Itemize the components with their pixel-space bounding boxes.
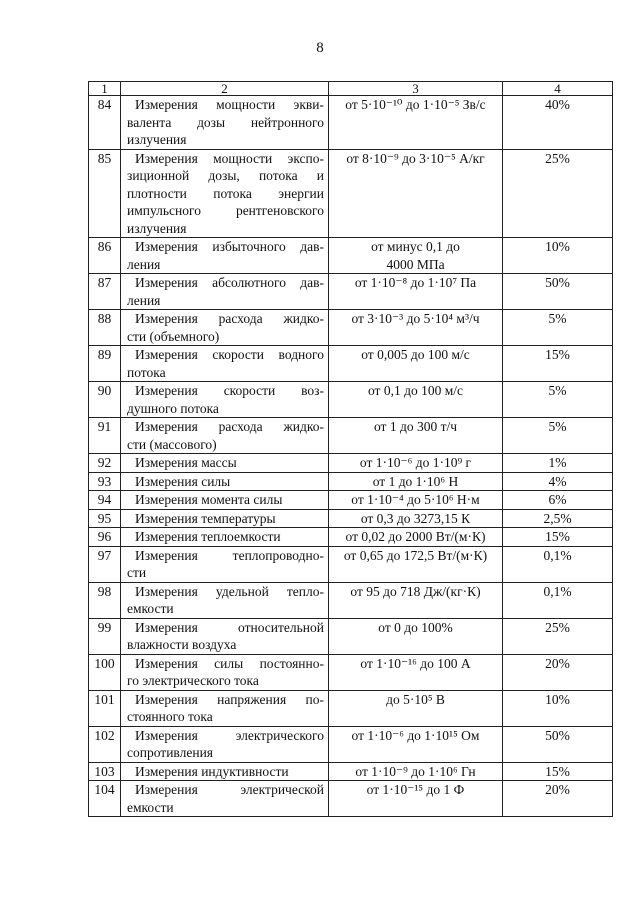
description-line: Измерения расхода жидко- <box>135 419 324 434</box>
table-row <box>89 472 613 491</box>
row-number: 84 <box>89 96 121 150</box>
table-row <box>89 618 613 654</box>
range-line: от 5·10⁻¹⁰ до 1·10⁻⁵ Зв/с <box>345 97 486 112</box>
description-line: Измерения температуры <box>135 510 276 526</box>
range-line: от 1·10⁻⁹ до 1·10⁶ Гн <box>355 763 476 779</box>
error-value: 6% <box>503 491 613 510</box>
description-line: излучения <box>127 132 187 147</box>
description-line: Измерения скорости водного <box>135 347 324 362</box>
description-line: Измерения мощности экспо- <box>135 150 324 166</box>
range-line: от 0,02 до 2000 Вт/(м·К) <box>345 529 486 544</box>
description-line: Измерения электрической <box>135 782 324 797</box>
error-value: 10% <box>503 238 613 274</box>
description-line: Измерения массы <box>135 455 237 470</box>
error-value: 4% <box>503 472 613 491</box>
table-row <box>89 149 613 238</box>
measurement-range <box>329 382 503 418</box>
error-value: 10% <box>503 690 613 726</box>
range-line: от 8·10⁻⁹ до 3·10⁻⁵ А/кг <box>346 150 485 166</box>
description-line: сопротивления <box>127 745 213 760</box>
table-row <box>89 382 613 418</box>
error-value: 0,1% <box>503 582 613 618</box>
measurement-range <box>329 781 503 817</box>
error-value: 50% <box>503 726 613 762</box>
measurement-description <box>121 781 329 817</box>
description-line: Измерения теплоемкости <box>135 529 281 544</box>
measurement-range <box>329 509 503 528</box>
table-row <box>89 726 613 762</box>
measurement-range <box>329 726 503 762</box>
table-row <box>89 346 613 382</box>
measurement-range <box>329 310 503 346</box>
description-line: излучения <box>127 220 187 236</box>
measurement-description <box>121 528 329 547</box>
measurement-range <box>329 546 503 582</box>
description-line: импульсного рентгеновского <box>127 203 324 218</box>
row-number: 103 <box>89 762 121 781</box>
row-number: 96 <box>89 528 121 547</box>
description-line: Измерения относительной <box>135 619 324 635</box>
table-row <box>89 491 613 510</box>
measurement-description <box>121 472 329 491</box>
row-number: 101 <box>89 690 121 726</box>
row-number: 100 <box>89 654 121 690</box>
measurement-range <box>329 528 503 547</box>
table-row <box>89 546 613 582</box>
column-header-2: 2 <box>121 82 329 96</box>
description-line: Измерения избыточного дав- <box>135 239 324 254</box>
description-line: ления <box>127 256 161 272</box>
range-line: от 1·10⁻⁸ до 1·10⁷ Па <box>354 275 477 290</box>
measurement-description <box>121 418 329 454</box>
measurement-description <box>121 762 329 781</box>
description-line: ления <box>127 292 161 308</box>
measurement-range <box>329 418 503 454</box>
range-line: от 0,1 до 100 м/с <box>367 383 463 398</box>
measurement-description <box>121 96 329 150</box>
column-header-3: 3 <box>329 82 503 96</box>
range-line: от минус 0,1 до <box>371 239 460 254</box>
table-row <box>89 582 613 618</box>
range-line: от 1·10⁻⁶ до 1·10⁹ г <box>359 455 472 470</box>
range-line: от 95 до 718 Дж/(кг·К) <box>350 583 481 599</box>
measurement-range <box>329 582 503 618</box>
range-line: от 1·10⁻⁴ до 5·10⁶ Н·м <box>351 492 480 507</box>
table-row <box>89 310 613 346</box>
description-line: Измерения расхода жидко- <box>135 311 324 326</box>
row-number: 92 <box>89 454 121 473</box>
row-number: 98 <box>89 582 121 618</box>
measurement-range <box>329 491 503 510</box>
table-body <box>89 96 613 817</box>
measurement-range <box>329 238 503 274</box>
description-line: Измерения момента силы <box>135 492 283 507</box>
measurement-range <box>329 690 503 726</box>
row-number: 89 <box>89 346 121 382</box>
table-row <box>89 781 613 817</box>
error-value: 5% <box>503 418 613 454</box>
measurement-description <box>121 654 329 690</box>
measurements-table <box>88 81 613 817</box>
description-line: влажности воздуха <box>127 637 237 652</box>
table-row <box>89 418 613 454</box>
row-number: 95 <box>89 509 121 528</box>
row-number: 93 <box>89 472 121 491</box>
description-line: Измерения силы <box>135 473 231 489</box>
measurement-range <box>329 454 503 473</box>
description-line: Измерения напряжения по- <box>135 691 324 707</box>
description-line: Измерения теплопроводно- <box>135 547 324 563</box>
error-value: 15% <box>503 528 613 547</box>
error-value: 15% <box>503 762 613 781</box>
error-value: 50% <box>503 274 613 310</box>
row-number: 99 <box>89 618 121 654</box>
description-line: стоянного тока <box>127 709 213 724</box>
measurement-description <box>121 546 329 582</box>
table-row <box>89 96 613 150</box>
range-line: до 5·10⁵ В <box>386 691 445 707</box>
error-value: 15% <box>503 346 613 382</box>
table-row <box>89 762 613 781</box>
description-line: Измерения абсолютного дав- <box>135 275 324 290</box>
column-header-4: 4 <box>503 82 613 96</box>
range-line: от 1 до 1·10⁶ Н <box>372 473 459 489</box>
description-line: Измерения удельной тепло- <box>135 583 324 599</box>
measurement-range <box>329 274 503 310</box>
range-line: от 1·10⁻¹⁶ до 100 А <box>360 655 471 671</box>
table-row <box>89 509 613 528</box>
row-number: 91 <box>89 418 121 454</box>
error-value: 20% <box>503 781 613 817</box>
description-line: Измерения скорости воз- <box>135 383 324 398</box>
range-line: от 1·10⁻⁶ до 1·10¹⁵ Ом <box>351 727 480 743</box>
measurement-description <box>121 149 329 238</box>
table-row <box>89 528 613 547</box>
row-number: 97 <box>89 546 121 582</box>
description-line: Измерения силы постоянно- <box>135 655 324 671</box>
description-line: сти (объемного) <box>127 328 220 344</box>
error-value: 20% <box>503 654 613 690</box>
row-number: 90 <box>89 382 121 418</box>
measurement-range <box>329 346 503 382</box>
row-number: 102 <box>89 726 121 762</box>
range-line: от 0,65 до 172,5 Вт/(м·К) <box>343 547 488 563</box>
error-value: 2,5% <box>503 509 613 528</box>
measurement-description <box>121 509 329 528</box>
measurement-range <box>329 762 503 781</box>
description-line: Измерения индуктивности <box>135 763 289 779</box>
range-line: от 0,3 до 3273,15 К <box>360 510 471 526</box>
description-line: го электрического тока <box>127 673 259 688</box>
error-value: 25% <box>503 149 613 238</box>
description-line: Измерения мощности экви- <box>135 97 324 112</box>
error-value: 1% <box>503 454 613 473</box>
error-value: 5% <box>503 310 613 346</box>
table-header <box>89 82 613 96</box>
measurement-description <box>121 346 329 382</box>
range-line: 4000 МПа <box>386 256 445 272</box>
description-line: плотности потока энергии <box>127 185 324 201</box>
measurement-description <box>121 238 329 274</box>
row-number: 86 <box>89 238 121 274</box>
description-line: емкости <box>127 601 174 616</box>
column-header-1: 1 <box>89 82 121 96</box>
measurement-description <box>121 310 329 346</box>
measurement-description <box>121 382 329 418</box>
table-row <box>89 238 613 274</box>
measurement-range <box>329 472 503 491</box>
row-number: 94 <box>89 491 121 510</box>
error-value: 40% <box>503 96 613 150</box>
measurement-range <box>329 149 503 238</box>
description-line: душного потока <box>127 400 219 416</box>
row-number: 88 <box>89 310 121 346</box>
description-line: потока <box>127 364 166 380</box>
measurement-description <box>121 582 329 618</box>
measurement-description <box>121 274 329 310</box>
table-row <box>89 690 613 726</box>
range-line: от 1 до 300 т/ч <box>373 419 458 434</box>
error-value: 5% <box>503 382 613 418</box>
measurement-description <box>121 618 329 654</box>
error-value: 25% <box>503 618 613 654</box>
measurement-description <box>121 454 329 473</box>
range-line: от 1·10⁻¹⁵ до 1 Ф <box>366 782 465 797</box>
range-line: от 3·10⁻³ до 5·10⁴ м³/ч <box>351 311 480 326</box>
measurement-description <box>121 726 329 762</box>
measurement-description <box>121 690 329 726</box>
measurement-range <box>329 96 503 150</box>
table-row <box>89 654 613 690</box>
table-row <box>89 454 613 473</box>
description-line: сти (массового) <box>127 436 217 452</box>
measurement-range <box>329 654 503 690</box>
description-line: зиционной дозы, потока и <box>127 168 324 183</box>
measurement-description <box>121 491 329 510</box>
description-line: сти <box>127 565 147 580</box>
row-number: 104 <box>89 781 121 817</box>
table-row <box>89 274 613 310</box>
range-line: от 0 до 100% <box>378 619 453 635</box>
row-number: 85 <box>89 149 121 238</box>
row-number: 87 <box>89 274 121 310</box>
range-line: от 0,005 до 100 м/с <box>361 347 470 362</box>
description-line: емкости <box>127 799 174 815</box>
page-number: 8 <box>316 40 324 56</box>
measurement-range <box>329 618 503 654</box>
description-line: валента дозы нейтронного <box>127 114 324 130</box>
description-line: Измерения электрического <box>135 727 324 743</box>
error-value: 0,1% <box>503 546 613 582</box>
